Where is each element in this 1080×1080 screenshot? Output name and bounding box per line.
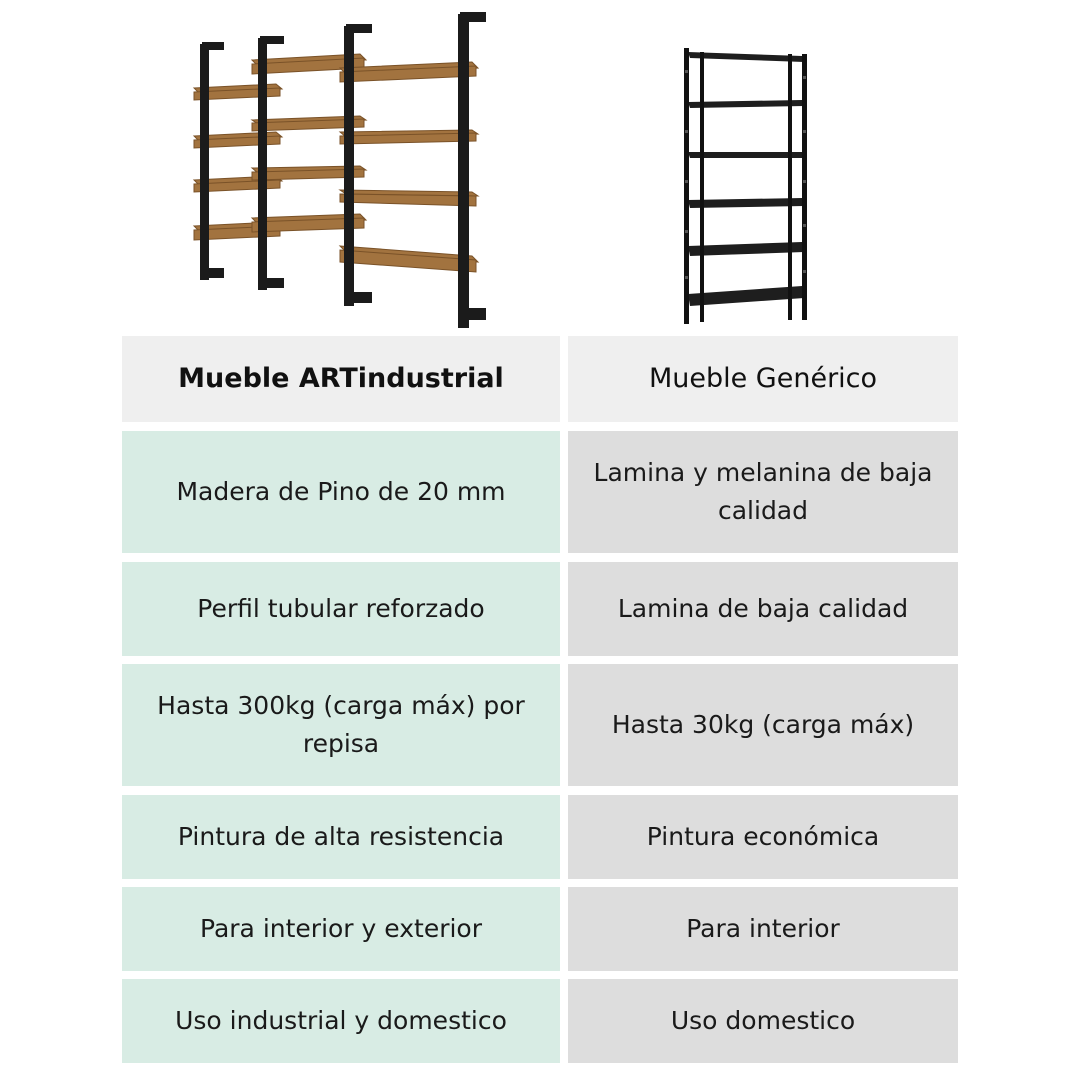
generic-row-load: Hasta 30kg (carga máx) bbox=[568, 664, 958, 786]
art-row-placement: Para interior y exterior bbox=[122, 887, 560, 971]
art-row-use: Uso industrial y domestico bbox=[122, 979, 560, 1063]
art-row-paint: Pintura de alta resistencia bbox=[122, 795, 560, 879]
art-row-profile: Perfil tubular reforzado bbox=[122, 562, 560, 656]
wood-and-steel-wall-shelf-icon bbox=[180, 8, 490, 330]
generic-row-use: Uso domestico bbox=[568, 979, 958, 1063]
generic-row-wood: Lamina y melanina de baja calidad bbox=[568, 431, 958, 553]
metal-shelving-rack-icon bbox=[676, 40, 816, 330]
generic-row-placement: Para interior bbox=[568, 887, 958, 971]
header-generico: Mueble Genérico bbox=[568, 336, 958, 422]
generic-row-paint: Pintura económica bbox=[568, 795, 958, 879]
art-row-wood: Madera de Pino de 20 mm bbox=[122, 431, 560, 553]
header-artindustrial: Mueble ARTindustrial bbox=[122, 336, 560, 422]
artindustrial-shelf-illustration bbox=[180, 8, 490, 330]
generic-row-profile: Lamina de baja calidad bbox=[568, 562, 958, 656]
generic-shelf-illustration bbox=[676, 40, 816, 330]
art-row-load: Hasta 300kg (carga máx) por repisa bbox=[122, 664, 560, 786]
